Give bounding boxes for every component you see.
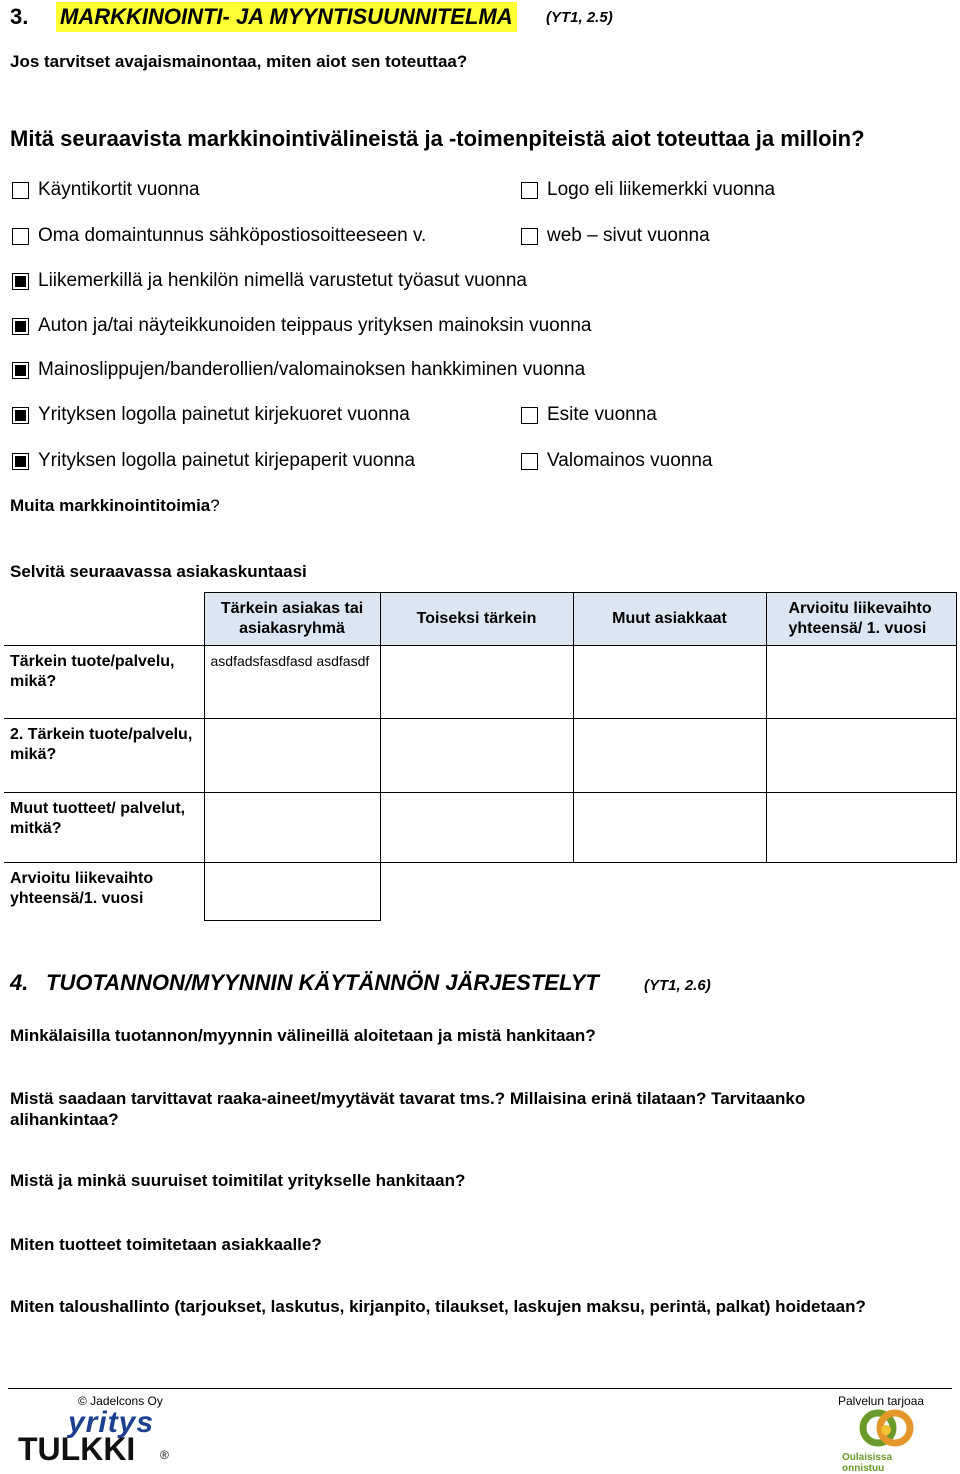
checkbox-label: Logo eli liikemerkki vuonna <box>547 179 776 200</box>
logo-registered-mark: ® <box>160 1448 169 1462</box>
section-4-title: TUOTANNON/MYYNNIN KÄYTÄNNÖN JÄRJESTELYT <box>46 970 599 995</box>
checkbox-label: web – sivut vuonna <box>547 225 710 246</box>
checkbox-business-cards[interactable] <box>12 179 200 201</box>
finance-question: Miten taloushallinto (tarjoukset, laskutus, kirjanpito, tilaukset, laskujen maksu, perintä, palkat) hoidetaan? <box>10 1297 866 1316</box>
header-main-customer: Tärkein asiakas tai asiakasryhmä <box>204 593 380 646</box>
table-cell[interactable]: asdfadsfasdfasd asdfasdf <box>204 646 380 719</box>
table-cell[interactable] <box>380 793 573 863</box>
checkbox-icon[interactable] <box>12 273 29 290</box>
checkbox-label: Oma domaintunnus sähköpostiosoitteeseen v. <box>38 225 427 246</box>
table-row <box>4 793 956 863</box>
table-header-row <box>4 593 956 646</box>
checkbox-banners[interactable] <box>12 359 585 381</box>
section-3-title: MARKKINOINTI- JA MYYNTISUUNNITELMA <box>56 2 517 32</box>
checkbox-icon[interactable] <box>12 407 29 424</box>
checkbox-label: Yrityksen logolla painetut kirjepaperit vuonna <box>38 450 416 471</box>
checkbox-icon[interactable] <box>12 362 29 379</box>
checkbox-label: Liikemerkillä ja henkilön nimellä varustetut työasut vuonna <box>38 270 527 291</box>
checkbox-brochure[interactable] <box>521 404 657 426</box>
checkbox-label: Käyntikortit vuonna <box>38 179 200 200</box>
logo-bottom-text: TULKKI <box>18 1431 136 1467</box>
customer-table <box>4 592 957 921</box>
table-cell[interactable] <box>766 793 956 863</box>
partner-logo-rings-icon <box>838 1408 934 1454</box>
section-3-reference: (YT1, 2.5) <box>546 9 613 26</box>
question-mark: ? <box>210 496 220 515</box>
row-label: Tärkein tuote/palvelu, mikä? <box>4 646 204 719</box>
customers-heading: Selvitä seuraavassa asiakaskuntaasi <box>10 562 307 581</box>
table-corner <box>4 593 204 646</box>
other-marketing-label: Muita markkinointitoimia <box>10 496 211 515</box>
table-cell[interactable] <box>766 646 956 719</box>
checkbox-icon[interactable] <box>12 228 29 245</box>
checkbox-icon[interactable] <box>12 318 29 335</box>
table-cell[interactable] <box>204 719 380 793</box>
table-cell[interactable] <box>204 863 380 921</box>
yritystulkki-logo <box>18 1406 188 1466</box>
section-3-number: 3. <box>10 4 29 29</box>
checkbox-web[interactable] <box>521 225 710 247</box>
checkbox-icon[interactable] <box>521 228 538 245</box>
checkbox-label: Esite vuonna <box>547 404 657 425</box>
premises-question: Mistä ja minkä suuruiset toimitilat yritykselle hankitaan? <box>10 1171 466 1190</box>
checkbox-workwear[interactable] <box>12 270 527 292</box>
table-cell <box>766 863 956 921</box>
opening-ad-question: Jos tarvitset avajaismainontaa, miten aiot sen toteuttaa? <box>10 52 468 71</box>
table-row <box>4 719 956 793</box>
table-cell[interactable] <box>204 793 380 863</box>
checkbox-envelopes[interactable] <box>12 404 410 426</box>
header-second-customer: Toiseksi tärkein <box>380 593 573 646</box>
checkbox-icon[interactable] <box>521 182 538 199</box>
table-cell[interactable] <box>573 719 766 793</box>
row-label: Arvioitu liikevaihto yhteensä/1. vuosi <box>4 863 204 921</box>
checkbox-letterhead[interactable] <box>12 450 415 472</box>
partner-logo <box>838 1408 934 1474</box>
other-marketing-question <box>10 496 220 516</box>
copyright-text: © Jadelcons Oy <box>78 1394 163 1408</box>
logo-top-text: yritys <box>68 1406 155 1439</box>
footer-divider <box>8 1388 952 1389</box>
table-row <box>4 646 956 719</box>
row-label: 2. Tärkein tuote/palvelu, mikä? <box>4 719 204 793</box>
checkbox-logo[interactable] <box>521 179 775 201</box>
service-provider-caption: Palvelun tarjoaa <box>838 1394 925 1408</box>
table-cell <box>573 863 766 921</box>
partner-logo-text: Oulaisissa onnistuu <box>842 1452 893 1474</box>
checkbox-icon[interactable] <box>521 407 538 424</box>
section-4-reference: (YT1, 2.6) <box>644 977 711 994</box>
materials-question: Mistä saadaan tarvittavat raaka-aineet/myytävät tavarat tms.? Millaisina erinä tilataan? Tarvitaanko alihankintaa? <box>10 1089 806 1129</box>
checkbox-label: Auton ja/tai näyteikkunoiden teippaus yrityksen mainoksin vuonna <box>38 315 592 336</box>
checkbox-label: Yrityksen logolla painetut kirjekuoret vuonna <box>38 404 410 425</box>
checkbox-car-tape[interactable] <box>12 315 591 337</box>
marketing-tools-question: Mitä seuraavista markkinointivälineistä ja -toimenpiteistä aiot toteuttaa ja milloin? <box>10 126 865 151</box>
checkbox-label: Valomainos vuonna <box>547 450 713 471</box>
table-cell[interactable] <box>573 646 766 719</box>
checkbox-icon[interactable] <box>12 182 29 199</box>
section-4-number: 4. <box>10 970 29 995</box>
header-estimated-revenue: Arvioitu liikevaihto yhteensä/ 1. vuosi <box>766 593 956 646</box>
table-cell[interactable] <box>573 793 766 863</box>
table-row <box>4 863 956 921</box>
checkbox-icon[interactable] <box>521 453 538 470</box>
checkbox-label: Mainoslippujen/banderollien/valomainoksen hankkiminen vuonna <box>38 359 586 380</box>
checkbox-icon[interactable] <box>12 453 29 470</box>
checkbox-light-ad[interactable] <box>521 450 712 472</box>
checkbox-domain[interactable] <box>12 225 426 247</box>
table-cell[interactable] <box>380 646 573 719</box>
table-cell[interactable] <box>380 719 573 793</box>
table-cell <box>380 863 573 921</box>
delivery-question: Miten tuotteet toimitetaan asiakkaalle? <box>10 1235 322 1254</box>
table-cell[interactable] <box>766 719 956 793</box>
row-label: Muut tuotteet/ palvelut, mitkä? <box>4 793 204 863</box>
production-question: Minkälaisilla tuotannon/myynnin välineillä aloitetaan ja mistä hankitaan? <box>10 1026 596 1045</box>
header-other-customers: Muut asiakkaat <box>573 593 766 646</box>
